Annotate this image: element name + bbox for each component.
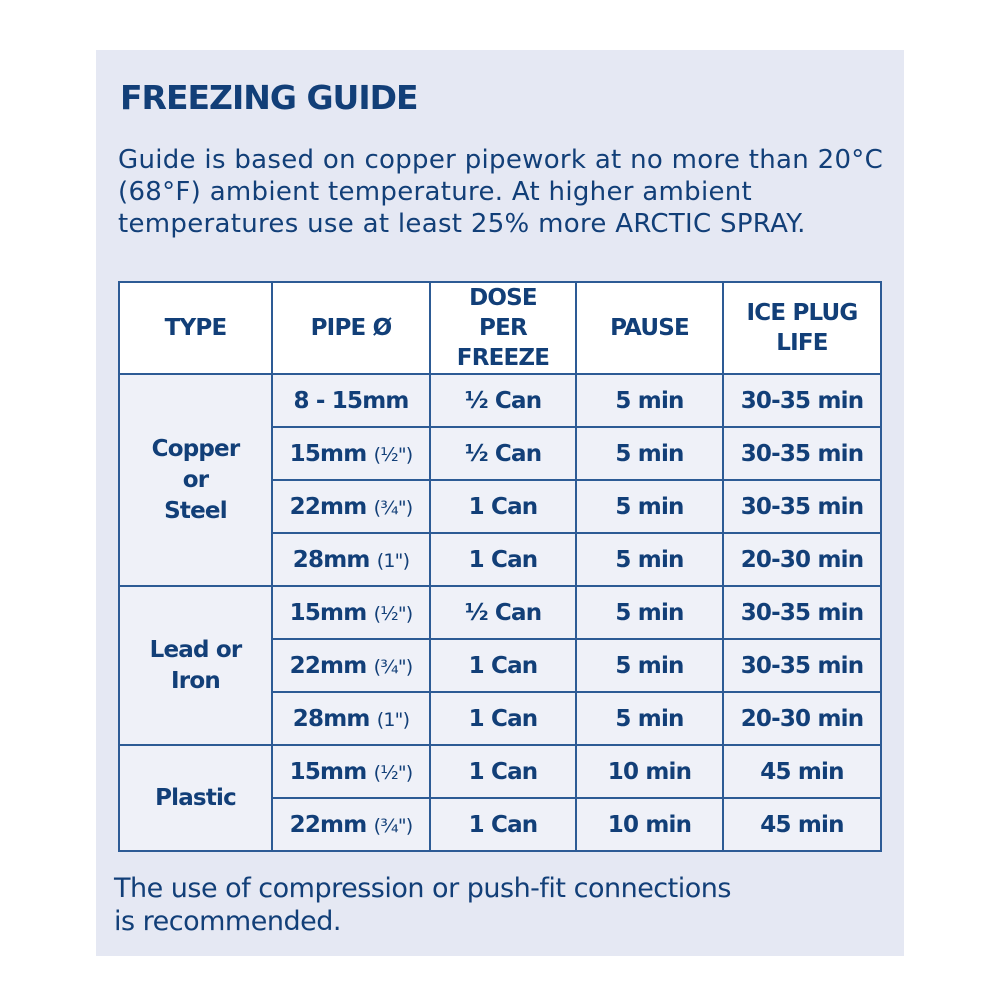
pipe-size: 15mm [289,758,367,785]
dose-cell: 1 Can [430,745,576,798]
pipe-inch: (¾") [373,655,413,678]
table-row [119,374,881,427]
pause-cell: 5 min [576,427,723,480]
life-cell: 20-30 min [723,692,881,745]
table-row [119,586,881,639]
pipe-inch: (½") [373,761,413,784]
column-header: DOSE PER FREEZE [430,282,576,374]
page-title: FREEZING GUIDE [120,78,418,117]
pipe-size: 28mm [292,546,370,573]
life-cell: 45 min [723,798,881,851]
pause-cell: 5 min [576,480,723,533]
footer-note: The use of compression or push-fit connections is recommended. [114,873,731,937]
pipe-size: 15mm [289,440,367,467]
dose-cell: 1 Can [430,692,576,745]
pipe-cell [272,533,430,586]
column-header: ICE PLUG LIFE [723,282,881,374]
pipe-cell [272,427,430,480]
column-header: PAUSE [576,282,723,374]
freezing-table [118,281,882,852]
type-cell: Lead or Iron [119,586,272,745]
pipe-size: 28mm [292,705,370,732]
pipe-inch: (1") [376,549,410,572]
pipe-cell [272,692,430,745]
pause-cell: 5 min [576,533,723,586]
intro-text: Guide is based on copper pipework at no more than 20°C (68°F) ambient temperature. At higher ambient temperatures use at least 25% more ARCTIC SPRAY. [118,145,884,239]
pause-cell: 5 min [576,639,723,692]
pipe-size: 22mm [289,652,367,679]
type-cell: Plastic [119,745,272,851]
pipe-size: 8 - 15mm [293,387,409,414]
life-cell: 30-35 min [723,480,881,533]
dose-cell: ½ Can [430,427,576,480]
dose-cell: ½ Can [430,374,576,427]
pause-cell: 5 min [576,692,723,745]
pipe-inch: (¾") [373,496,413,519]
pipe-cell [272,586,430,639]
pause-cell: 5 min [576,374,723,427]
pipe-inch: (1") [376,708,410,731]
header-row [119,282,881,374]
pause-cell: 5 min [576,586,723,639]
type-cell: Copper or Steel [119,374,272,586]
pipe-inch: (¾") [373,814,413,837]
pause-cell: 10 min [576,745,723,798]
pipe-size: 22mm [289,811,367,838]
life-cell: 30-35 min [723,586,881,639]
pipe-cell [272,374,430,427]
dose-cell: 1 Can [430,798,576,851]
life-cell: 45 min [723,745,881,798]
column-header: TYPE [119,282,272,374]
life-cell: 30-35 min [723,427,881,480]
life-cell: 30-35 min [723,374,881,427]
pipe-cell [272,480,430,533]
table-row [119,745,881,798]
pause-cell: 10 min [576,798,723,851]
life-cell: 30-35 min [723,639,881,692]
dose-cell: 1 Can [430,480,576,533]
pipe-inch: (½") [373,602,413,625]
dose-cell: 1 Can [430,533,576,586]
column-header: PIPE Ø [272,282,430,374]
dose-cell: ½ Can [430,586,576,639]
pipe-size: 15mm [289,599,367,626]
pipe-cell [272,798,430,851]
pipe-cell [272,745,430,798]
dose-cell: 1 Can [430,639,576,692]
pipe-size: 22mm [289,493,367,520]
pipe-inch: (½") [373,443,413,466]
life-cell: 20-30 min [723,533,881,586]
pipe-cell [272,639,430,692]
